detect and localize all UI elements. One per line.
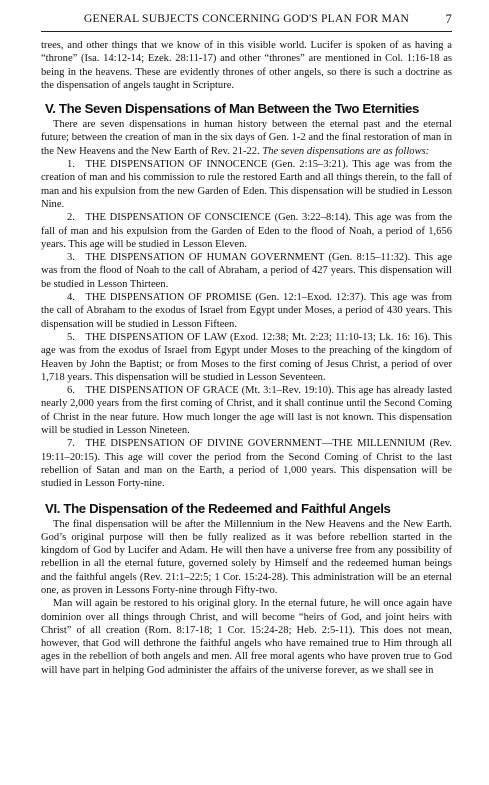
section-v-intro-italic: The seven dispensations are as follows: <box>262 145 430 157</box>
header-title: GENERAL SUBJECTS CONCERNING GOD'S PLAN FOR MAN <box>83 12 410 25</box>
dispensation-item: 6. THE DISPENSATION OF GRACE (Mt. 3:1–Rev. 19:10). This age has already lasted nearly 2,000 years from the first coming of Christ, and it shall continue until the Second Coming of Christ in the near future. How much longer the age will last is not known. This dispensation will be studied in Lesson Nineteen. <box>41 385 452 437</box>
body-text <box>41 39 452 677</box>
section-v-intro <box>41 118 452 158</box>
dispensation-item: 1. THE DISPENSATION OF INNOCENCE (Gen. 2:15–3:21). This age was from the creation of man and his commission to rule the restored Earth and all things therein, to the fall of man and his expulsion from the new Garden of Eden. This dispensation will be studied in Lesson Nine. <box>41 159 452 210</box>
intro-paragraph: trees, and other things that we know of in this visible world. Lucifer is spoken of as having a “throne” (Isa. 14:12-14; Ezek. 28:11-17) and other “thrones” are mentioned in Col. 1:16-18 as being in the heavens. These are evidently thrones of other angels, so there is such a doctrine as the dispensation of angels taught in Scripture. <box>41 40 452 91</box>
section-heading-vi: VI. The Dispensation of the Redeemed and Faithful Angels <box>45 500 391 516</box>
dispensation-item: 4. THE DISPENSATION OF PROMISE (Gen. 12:1–Exod. 12:37). This age was from the call of Abraham to the exodus of Israel from Egypt under Moses, a period of 430 years. This dispensation will be studied in Lesson Fifteen. <box>41 292 452 330</box>
page-number: 7 <box>445 12 452 26</box>
dispensation-item: 5. THE DISPENSATION OF LAW (Exod. 12:38; Mt. 2:23; 11:10-13; Lk. 16: 16). This age was from the exodus of Israel from Egypt under Moses to the preaching of the kingdom of Heaven by John the Baptist; or from Moses to the first coming of Jesus Christ, a period of over 1,718 years. This dispensation will be studied in Lesson Seventeen. <box>41 331 452 383</box>
section-vi-paragraph: The final dispensation will be after the Millennium in the New Heavens and the New Earth. God’s original purpose will then be fully realized as it was before rebellion started in the kingdom of God by Lucifer and Adam. He will then have a universe free from any possibility of rebellion in all the eternal future, governed solely by Himself and the redeemed human beings and the faithful angels (Rev. 21:1–22:5; 1 Cor. 15:24-28). This administration will be an eternal one, as proven in Lessons Forty-nine through Fifty-two. <box>41 518 452 596</box>
dispensation-item: 2. THE DISPENSATION OF CONSCIENCE (Gen. 3:22–8:14). This age was from the fall of man and his expulsion from the Garden of Eden to the flood of Noah, a period of 1,656 years. This age will be studied in Lesson Eleven. <box>41 212 452 250</box>
section-heading-v: V. The Seven Dispensations of Man Between the Two Eternities <box>45 101 419 117</box>
dispensation-item: 7. THE DISPENSATION OF DIVINE GOVERNMENT—THE MILLENNIUM (Rev. 19:11–20:15). This age will cover the period from the Second Coming of Christ to the last rebellion of Satan and man on the Earth, a period of 1,000 years. This dispensation will be studied in Lesson Forty-nine. <box>41 438 452 490</box>
section-v-intro-text: There are seven dispensations in human history between the eternal past and the eternal future; between the creation of man in the six days of Gen. 1-2 and the final restoration of man in the New Heavens and the New Earth of Rev. 21-22. <box>41 119 452 157</box>
section-vi-paragraph: Man will again be restored to his original glory. In the eternal future, he will once again have dominion over all things through Christ, and will become “heirs of God, and joint heirs with Christ” of all creation (Rom. 8:17-18; 1 Cor. 15:24-28; Heb. 2:5-11). This does not mean, however, that God will dethrone the faithful angels who have remained true to Him through all ages in the rebellion of both angels and men. All free moral agents who have proven true to God will have part in helping God administer the affairs of the universe forever, as we shall see in <box>41 598 452 676</box>
running-header <box>41 10 452 32</box>
dispensation-item: 3. THE DISPENSATION OF HUMAN GOVERNMENT (Gen. 8:15–11:32). This age was from the flood of Noah to the call of Abraham, a period of 427 years. This dispensation will be studied in Lesson Thirteen. <box>41 252 452 290</box>
